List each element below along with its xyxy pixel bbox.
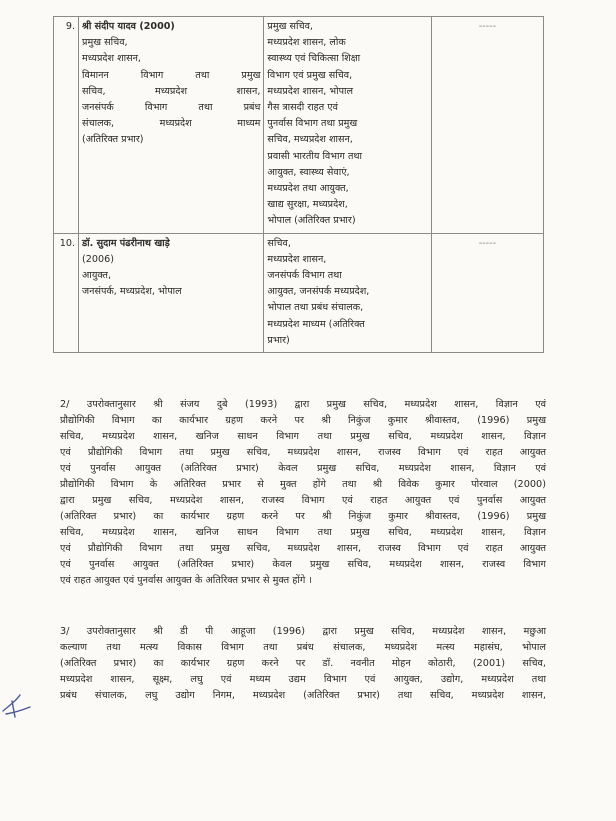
officer-cell <box>79 233 264 352</box>
new-posting-cell <box>264 233 431 352</box>
current-post-line: (अतिरिक्त प्रभार) <box>82 134 144 146</box>
new-post-line: जनसंपर्क विभाग तथा <box>267 270 342 282</box>
paragraph-line: 2/ उपरोक्तानुसार श्री संजय दुबे (1993) द्वारा प्रमुख सचिव, मध्यप्रदेश शासन, विज्ञान एवं <box>60 399 546 410</box>
current-post-line: (2006) <box>82 253 114 265</box>
paragraph-line: एवं प्रौद्योगिकी विभाग तथा प्रमुख सचिव, मध्यप्रदेश शासन, राजस्व विभाग एवं राहत आयुक्त <box>60 543 546 554</box>
paragraph-line: द्वारा प्रमुख सचिव, मध्यप्रदेश शासन, राजस्व विभाग एवं राहत आयुक्त एवं पुनर्वास आयुक्त <box>60 495 546 506</box>
new-post-line: स्वास्थ्य एवं चिकित्सा शिक्षा <box>267 53 361 65</box>
signature-mark-icon <box>0 683 34 723</box>
new-post-line: आयुक्त, जनसंपर्क मध्यप्रदेश, <box>267 286 370 298</box>
current-post-line: आयुक्त, <box>82 270 112 282</box>
new-post-line: आयुक्त, स्वास्थ्य सेवाएं, <box>267 166 350 178</box>
current-post-line: संचालक, मध्यप्रदेश माध्यम <box>82 118 261 130</box>
new-post-line: गैस त्रासदी राहत एवं <box>267 102 338 114</box>
new-post-line: मध्यप्रदेश शासन, <box>267 253 327 265</box>
new-post-line: पुनर्वास विभाग तथा प्रमुख <box>267 118 358 130</box>
new-post-line: सचिव, मध्यप्रदेश शासन, <box>267 134 353 146</box>
paragraph-line: (अतिरिक्त प्रभार) का कार्यभार ग्रहण करने पर श्री निकुंज कुमार श्रीवास्तव, (1996) प्रमुख <box>60 511 546 522</box>
paragraph-line: सचिव, मध्यप्रदेश शासन, खनिज साधन विभाग तथा प्रमुख सचिव, मध्यप्रदेश शासन, विज्ञान <box>60 431 546 442</box>
current-post-line: प्रमुख सचिव, <box>82 37 128 49</box>
paragraph-line: एवं प्रौद्योगिकी विभाग तथा प्रमुख सचिव, मध्यप्रदेश शासन, राजस्व विभाग एवं राहत आयुक्त <box>60 447 546 458</box>
remark-cell: ----- <box>431 233 543 352</box>
paragraph-line: एवं पुनर्वास आयुक्त (अतिरिक्त प्रभार) केवल प्रमुख सचिव, मध्यप्रदेश शासन, राजस्व विभाग <box>60 559 546 570</box>
officer-cell <box>79 17 264 234</box>
current-post-line: विमानन विभाग तथा प्रमुख <box>82 69 261 81</box>
new-post-line: मध्यप्रदेश शासन, भोपाल <box>267 85 354 97</box>
new-post-line: विभाग एवं प्रमुख सचिव, <box>267 69 353 81</box>
new-post-line: मध्यप्रदेश तथा आयुक्त, <box>267 183 349 195</box>
officer-name: डॉ. सुदाम पंढरीनाथ खाड़े <box>82 237 170 249</box>
new-post-line: सचिव, <box>267 237 291 249</box>
paragraph-line: (अतिरिक्त प्रभार) का कार्यभार ग्रहण करने पर डॉ. नवनीत मोहन कोठारी, (2001) सचिव, <box>60 658 546 669</box>
new-post-line: प्रभार) <box>267 334 290 346</box>
new-post-line: मध्यप्रदेश शासन, लोक <box>267 37 346 49</box>
paragraph-line: मध्यप्रदेश शासन, सूक्ष्म, लघु एवं मध्यम उद्यम विभाग एवं आयुक्त, उद्योग, मध्यप्रदेश तथा <box>60 674 546 685</box>
current-post-line: सचिव, मध्यप्रदेश शासन, <box>82 85 261 97</box>
serial-number: 9. <box>54 17 79 234</box>
new-post-line: भोपाल (अतिरिक्त प्रभार) <box>267 215 356 227</box>
new-post-line: भोपाल तथा प्रबंध संचालक, <box>267 302 364 314</box>
paragraph-2 <box>60 397 546 589</box>
current-post-line: जनसंपर्क, मध्यप्रदेश, भोपाल <box>82 286 182 298</box>
new-post-line: खाद्य सुरक्षा, मध्यप्रदेश, <box>267 199 348 211</box>
table-row <box>54 17 544 234</box>
paragraph-line: सचिव, मध्यप्रदेश शासन, खनिज साधन विभाग तथा प्रमुख सचिव, मध्यप्रदेश शासन, विज्ञान <box>60 527 546 538</box>
new-posting-cell <box>264 17 431 234</box>
current-post-line: जनसंपर्क विभाग तथा प्रबंध <box>82 102 261 114</box>
paragraph-line: कल्याण तथा मत्स्य विकास विभाग तथा प्रबंध संचालक, मध्यप्रदेश मत्स्य महासंघ, भोपाल <box>60 642 546 653</box>
officer-name: श्री संदीप यादव (2000) <box>82 21 175 32</box>
current-post-line: मध्यप्रदेश शासन, <box>82 53 141 65</box>
new-post-line: प्रमुख सचिव, <box>267 21 313 32</box>
paragraph-line: 3/ उपरोक्तानुसार श्री डी पी आहूजा (1996) द्वारा प्रमुख सचिव, मध्यप्रदेश शासन, मछुआ <box>60 626 546 637</box>
posting-table <box>53 16 544 353</box>
paragraph-line: एवं राहत आयुक्त एवं पुनर्वास आयुक्त के अतिरिक्त प्रभार से मुक्त होंगे । <box>60 575 313 586</box>
paragraph-line: प्रौद्योगिकी विभाग का कार्यभार ग्रहण करने पर श्री निकुंज कुमार श्रीवास्तव, (1996) प्रमुख <box>60 415 546 426</box>
new-post-line: मध्यप्रदेश माध्यम (अतिरिक्त <box>267 318 365 330</box>
paragraph-line: प्रबंध संचालक, लघु उद्योग निगम, मध्यप्रदेश (अतिरिक्त प्रभार) तथा सचिव, मध्यप्रदेश शासन, <box>60 690 546 701</box>
paragraph-3 <box>60 624 546 704</box>
new-post-line: प्रवासी भारतीय विभाग तथा <box>267 150 363 162</box>
remark-cell: ----- <box>431 17 543 234</box>
serial-number: 10. <box>54 233 79 352</box>
table-row <box>54 233 544 352</box>
paragraph-line: एवं पुनर्वास आयुक्त (अतिरिक्त प्रभार) केवल प्रमुख सचिव, मध्यप्रदेश शासन, विज्ञान एवं <box>60 463 546 474</box>
paragraph-line: प्रौद्योगिकी विभाग के अतिरिक्त प्रभार से मुक्त होंगे तथा श्री विवेक कुमार पोरवाल (2000) <box>60 479 546 490</box>
